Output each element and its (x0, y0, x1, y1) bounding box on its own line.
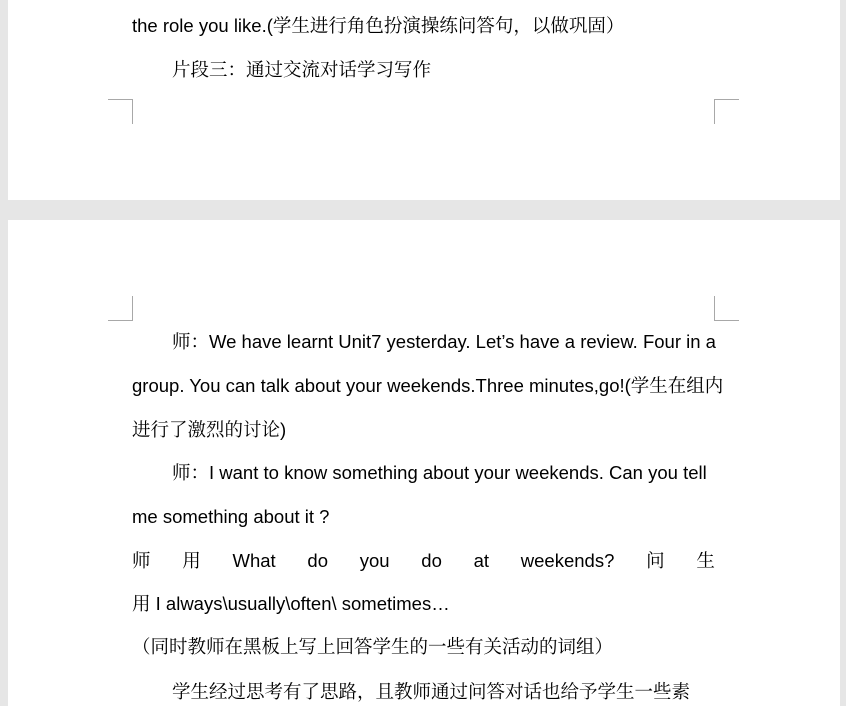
document-page-1 (8, 0, 840, 200)
document-page-2 (8, 220, 840, 706)
word: do (421, 550, 442, 571)
word: you (359, 550, 390, 571)
word: do (307, 550, 328, 571)
word: weekends? (520, 550, 615, 571)
word: 问 (646, 550, 665, 571)
paragraph-line: group. You can talk about your weekends.Three minutes,go!(学生在组内 (132, 375, 724, 396)
margin-corner-mark (714, 296, 739, 321)
margin-corner-mark (108, 99, 133, 124)
word: 师 (132, 550, 151, 571)
paragraph-line: me something about it ? (132, 506, 330, 527)
paragraph-line: 学生经过思考有了思路，且教师通过问答对话也给予学生一些素 (172, 681, 691, 702)
margin-corner-mark (714, 99, 739, 124)
word: 生 (696, 550, 715, 571)
paragraph-line: （同时教师在黑板上写上回答学生的一些有关活动的词组） (132, 636, 614, 657)
section-heading: 片段三：通过交流对话学习写作 (172, 59, 432, 80)
paragraph-line: the role you like.(学生进行角色扮演操练问答句，以做巩固） (132, 15, 625, 36)
word: at (473, 550, 490, 571)
paragraph-line: 师：I want to know something about your weekends. Can you tell (172, 462, 707, 483)
paragraph-line: 用 I always\usually\often\ sometimes… (132, 593, 450, 614)
word: 用 (182, 550, 201, 571)
word: What (232, 550, 276, 571)
paragraph-line: 进行了激烈的讨论) (132, 419, 287, 440)
justified-line (132, 549, 715, 573)
margin-corner-mark (108, 296, 133, 321)
paragraph-line: 师：We have learnt Unit7 yesterday. Let’s have a review. Four in a (172, 331, 716, 352)
